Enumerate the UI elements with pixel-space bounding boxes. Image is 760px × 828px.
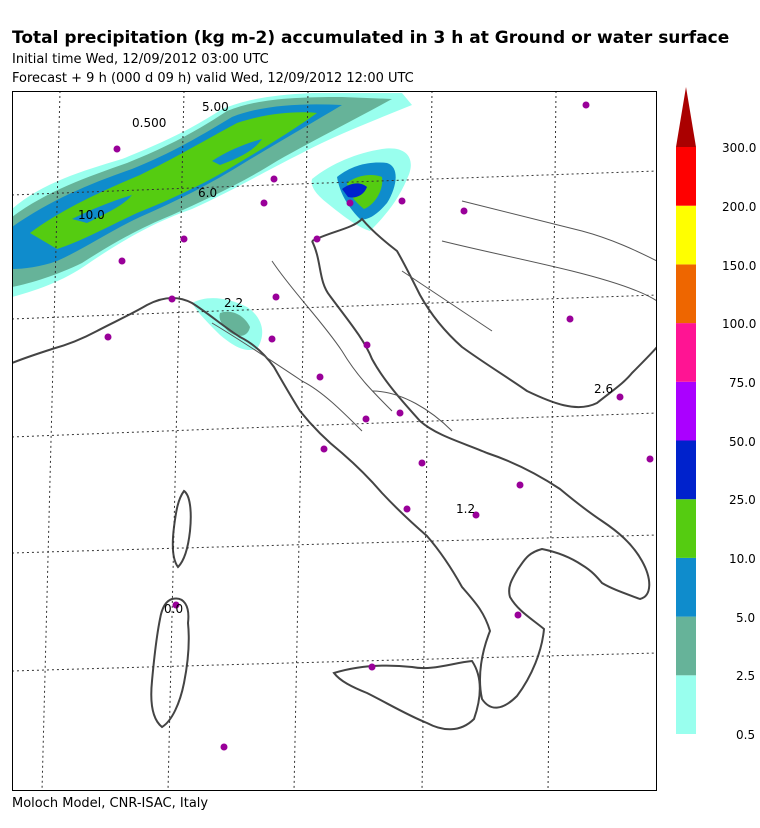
forecast-time: Forecast + 9 h (000 d 09 h) valid Wed, 12/09/2012 12:00 UTC (12, 71, 414, 86)
contour-label: 1.2 (456, 502, 476, 516)
legend-label: 200.0 (722, 200, 757, 214)
legend-color-box (676, 147, 696, 206)
legend-label: 5.0 (736, 611, 756, 625)
contour-label: 0.0 (164, 602, 184, 616)
contour-label: 10.0 (78, 208, 105, 222)
legend-label: 50.0 (729, 435, 756, 449)
legend-label: 2.5 (736, 669, 756, 683)
legend-color-box (676, 206, 696, 265)
legend-color-box (676, 558, 696, 617)
legend-label: 10.0 (729, 552, 756, 566)
contour-label: 5.00 (202, 100, 229, 114)
legend-color-box (676, 264, 696, 323)
legend-arrow (676, 87, 696, 147)
legend-color-box (676, 675, 696, 734)
color-legend (660, 85, 760, 745)
legend-label: 100.0 (722, 317, 757, 331)
model-credit: Moloch Model, CNR-ISAC, Italy (12, 796, 209, 811)
contour-label: 0.500 (132, 116, 167, 130)
legend-color-box (676, 441, 696, 500)
legend-label: 0.5 (736, 728, 756, 742)
legend-label: 25.0 (729, 493, 756, 507)
legend-label: 75.0 (729, 376, 756, 390)
contour-label: 2.6 (594, 382, 614, 396)
legend-color-box (676, 617, 696, 676)
initial-time: Initial time Wed, 12/09/2012 03:00 UTC (12, 52, 269, 67)
contour-label: 2.2 (224, 296, 244, 310)
legend-color-box (676, 323, 696, 382)
map-title: Total precipitation (kg m-2) accumulated in 3 h at Ground or water surface (12, 28, 730, 48)
legend-label: 300.0 (722, 141, 757, 155)
contour-label: 6.0 (198, 186, 218, 200)
legend-label: 150.0 (722, 259, 757, 273)
legend-color-box (676, 382, 696, 441)
legend-color-box (676, 499, 696, 558)
precipitation-map (12, 91, 657, 791)
